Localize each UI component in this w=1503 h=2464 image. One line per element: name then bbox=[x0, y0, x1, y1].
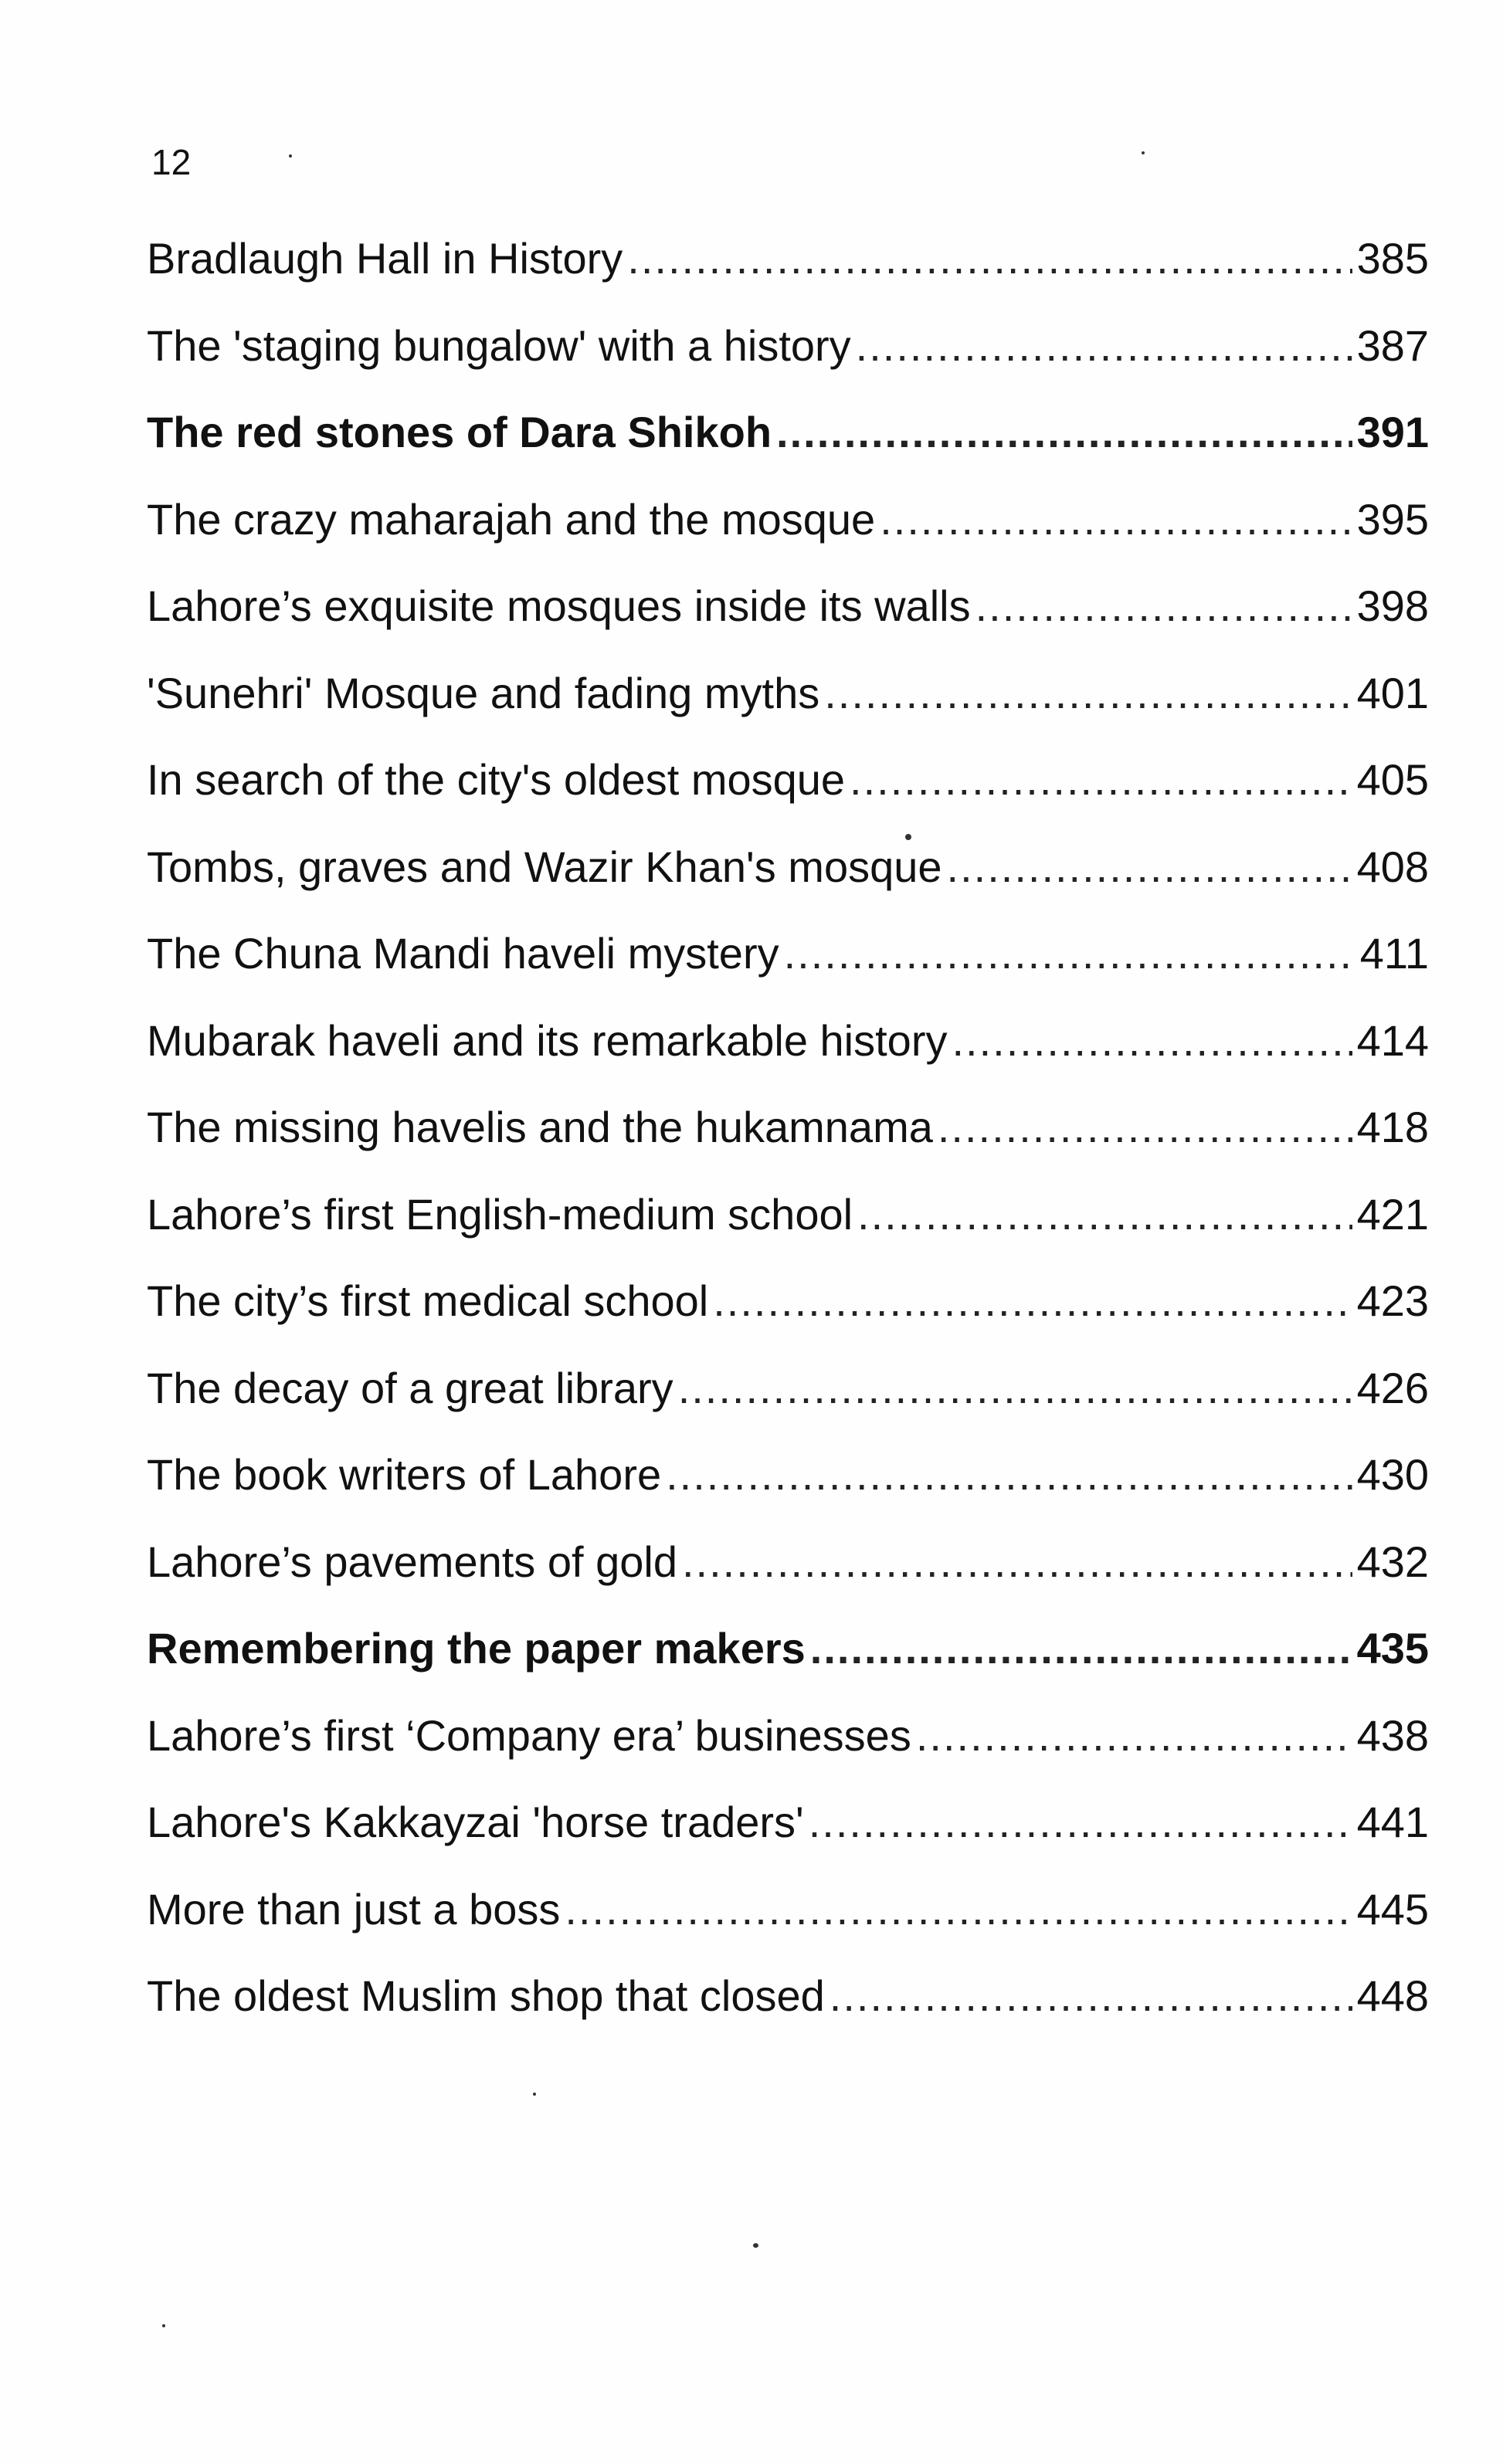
dot-leader bbox=[682, 1535, 1352, 1589]
toc-entry bbox=[147, 1969, 1429, 2056]
toc-entry-title: More than just a boss bbox=[147, 1884, 561, 1934]
toc-entry bbox=[147, 927, 1429, 1014]
dot-leader bbox=[678, 1361, 1352, 1415]
dot-leader bbox=[776, 405, 1352, 459]
toc-entry-title: The oldest Muslim shop that closed bbox=[147, 1971, 825, 2020]
toc-entry-title: The decay of a great library bbox=[147, 1363, 673, 1412]
toc-entry-page: 405 bbox=[1356, 755, 1429, 804]
toc-entry-title: In search of the city's oldest mosque bbox=[147, 755, 846, 804]
toc-entry-page: 430 bbox=[1356, 1450, 1429, 1499]
toc-entry bbox=[147, 493, 1429, 580]
toc-entry bbox=[147, 1274, 1429, 1361]
toc-entry-page: 411 bbox=[1359, 929, 1429, 978]
toc-entry-page: 423 bbox=[1356, 1276, 1429, 1325]
toc-entry-title: The crazy maharajah and the mosque bbox=[147, 494, 876, 544]
dot-leader bbox=[809, 1795, 1352, 1849]
toc-entry-page: 448 bbox=[1356, 1971, 1429, 2020]
scan-speck bbox=[289, 154, 292, 158]
toc-entry-page: 421 bbox=[1356, 1189, 1429, 1239]
dot-leader bbox=[565, 1883, 1352, 1937]
toc-entry-title: 'Sunehri' Mosque and fading myths bbox=[147, 668, 820, 717]
toc-entry-title: The red stones of Dara Shikoh bbox=[147, 408, 772, 456]
toc-entry bbox=[147, 1188, 1429, 1275]
toc-entry bbox=[147, 666, 1429, 754]
toc-entry-page: 408 bbox=[1356, 842, 1429, 891]
dot-leader bbox=[952, 1014, 1352, 1068]
toc-entry-page: 445 bbox=[1356, 1884, 1429, 1934]
toc-entry-title: Bradlaugh Hall in History bbox=[147, 234, 623, 283]
toc-entry bbox=[147, 840, 1429, 927]
toc-entry bbox=[147, 1883, 1429, 1970]
toc-entry-title: Remembering the paper makers bbox=[147, 1624, 806, 1673]
toc-entry bbox=[147, 1709, 1429, 1796]
toc-entry-title: Mubarak haveli and its remarkable history bbox=[147, 1015, 948, 1065]
scan-speck bbox=[753, 2243, 758, 2248]
toc-entry-page: 426 bbox=[1356, 1363, 1429, 1412]
toc-entry-title: Lahore’s first English-medium school bbox=[147, 1189, 853, 1239]
toc-entry-title: The Chuna Mandi haveli mystery bbox=[147, 929, 779, 978]
toc-entry-page: 435 bbox=[1356, 1624, 1429, 1673]
toc-entry-title: The 'staging bungalow' with a history bbox=[147, 320, 851, 370]
toc-entry-page: 385 bbox=[1356, 234, 1429, 283]
toc-entry-page: 441 bbox=[1356, 1798, 1429, 1846]
toc-entry-page: 414 bbox=[1356, 1015, 1429, 1065]
toc-entry-page: 418 bbox=[1356, 1103, 1429, 1151]
toc-entry bbox=[147, 753, 1429, 840]
toc-entry-page: 398 bbox=[1356, 581, 1429, 630]
toc-entry-page: 391 bbox=[1356, 408, 1429, 456]
toc-entry bbox=[147, 1795, 1429, 1883]
dot-leader bbox=[666, 1448, 1352, 1502]
dot-leader bbox=[916, 1709, 1352, 1763]
scan-speck bbox=[905, 834, 911, 840]
scan-speck bbox=[162, 2324, 165, 2327]
dot-leader bbox=[627, 232, 1352, 286]
page-number: 12 bbox=[151, 142, 192, 182]
dot-leader bbox=[850, 753, 1352, 807]
dot-leader bbox=[856, 319, 1352, 373]
toc-entry-title: The missing havelis and the hukamnama bbox=[147, 1103, 933, 1151]
scan-speck bbox=[533, 2093, 536, 2096]
toc-entry bbox=[147, 1448, 1429, 1535]
toc-entry bbox=[147, 405, 1429, 493]
toc-entry bbox=[147, 1535, 1429, 1622]
toc-entry-page: 387 bbox=[1356, 320, 1429, 370]
toc-entry bbox=[147, 1100, 1429, 1188]
dot-leader bbox=[824, 666, 1352, 720]
dot-leader bbox=[947, 840, 1352, 894]
toc-entry-title: Lahore's Kakkayzai 'horse traders' bbox=[147, 1798, 804, 1846]
toc-entry bbox=[147, 232, 1429, 319]
toc-entry bbox=[147, 1361, 1429, 1449]
dot-leader bbox=[975, 579, 1352, 633]
scan-speck bbox=[1142, 151, 1145, 154]
toc-entry bbox=[147, 319, 1429, 406]
toc-entry-title: Lahore’s exquisite mosques inside its walls bbox=[147, 581, 971, 630]
toc-entry-title: Lahore’s first ‘Company era’ businesses bbox=[147, 1710, 911, 1760]
toc-entry-title: The book writers of Lahore bbox=[147, 1450, 662, 1499]
dot-leader bbox=[857, 1188, 1352, 1242]
toc-entry-page: 432 bbox=[1356, 1537, 1429, 1586]
dot-leader bbox=[784, 927, 1355, 981]
toc-entry-page: 438 bbox=[1356, 1710, 1429, 1760]
toc-entry-title: The city’s first medical school bbox=[147, 1276, 709, 1325]
toc-entry-page: 401 bbox=[1356, 668, 1429, 717]
dot-leader bbox=[880, 493, 1352, 547]
toc-entry-page: 395 bbox=[1356, 494, 1429, 544]
toc-entry bbox=[147, 579, 1429, 666]
dot-leader bbox=[713, 1274, 1352, 1328]
dot-leader bbox=[810, 1622, 1352, 1676]
toc-entry-title: Lahore’s pavements of gold bbox=[147, 1537, 677, 1586]
toc-entry bbox=[147, 1014, 1429, 1101]
dot-leader bbox=[830, 1969, 1352, 2023]
dot-leader bbox=[938, 1100, 1352, 1154]
table-of-contents bbox=[147, 232, 1429, 2056]
toc-entry-title: Tombs, graves and Wazir Khan's mosque bbox=[147, 842, 942, 891]
toc-entry bbox=[147, 1622, 1429, 1709]
